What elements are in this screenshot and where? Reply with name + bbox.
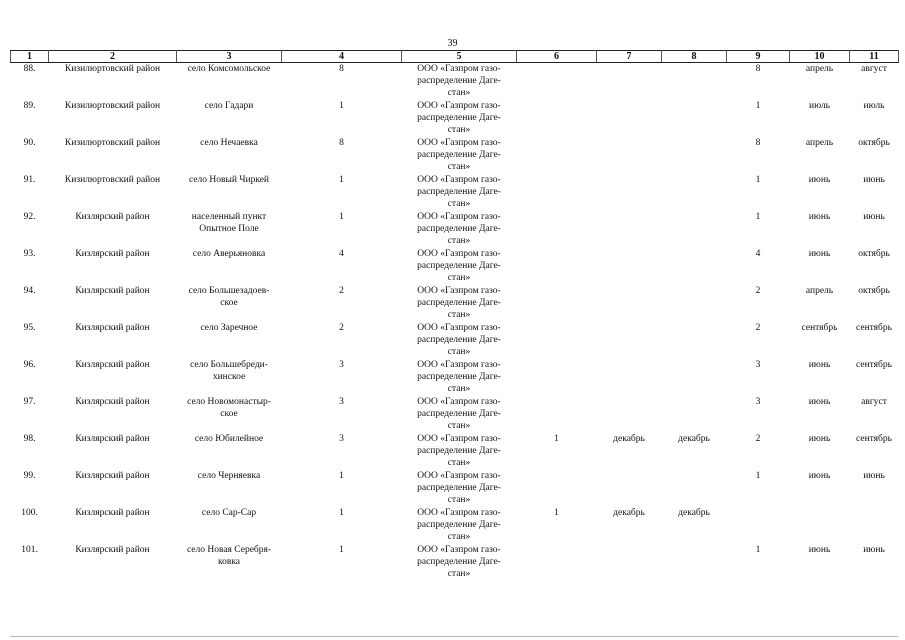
col6-value — [517, 211, 597, 248]
settlement-name: село Черняевка — [197, 470, 261, 481]
district-name: Кизлярский район — [75, 285, 150, 296]
end-month: август — [861, 396, 887, 407]
col9-value: 2 — [755, 285, 761, 296]
col9-value: 3 — [755, 359, 761, 370]
col8-value — [662, 211, 727, 248]
district-name: Кизлярский район — [75, 211, 150, 222]
col8-value — [662, 248, 727, 285]
table-row — [11, 211, 899, 248]
col7-value — [597, 322, 662, 359]
col6-value — [517, 322, 597, 359]
settlement-name: село Новый Чиркей — [188, 174, 270, 185]
start-month: июнь — [808, 248, 831, 259]
end-month: июль — [863, 100, 885, 111]
col6-value — [517, 248, 597, 285]
col4-value: 1 — [339, 100, 344, 111]
col8-value: декабрь — [678, 433, 710, 444]
district-name: Кизлярский район — [75, 470, 150, 481]
settlement-name: населенный пункт Опытное Поле — [191, 211, 267, 234]
district-name: Кизлярский район — [75, 359, 150, 370]
col4-value: 3 — [339, 396, 344, 407]
col4-value: 4 — [339, 248, 344, 259]
end-month: июнь — [863, 544, 885, 555]
table-row — [11, 285, 899, 322]
table-row — [11, 63, 899, 100]
col8-value — [662, 63, 727, 100]
row-number: 89. — [23, 100, 36, 111]
operator-name: ООО «Газпром газо- распределение Даге- стан» — [417, 211, 501, 246]
bottom-rule — [10, 636, 898, 637]
district-name: Кизилюртовский район — [64, 100, 161, 111]
col7-value — [597, 396, 662, 433]
table-row — [11, 100, 899, 137]
col9-value: 2 — [755, 322, 761, 333]
settlement-name: село Сар-Сар — [201, 507, 257, 518]
settlement-name: село Большезадоев- ское — [188, 285, 270, 308]
start-month: июнь — [808, 396, 831, 407]
row-number: 90. — [23, 137, 36, 148]
table-row — [11, 433, 899, 470]
column-header-2: 2 — [49, 51, 177, 63]
operator-name: ООО «Газпром газо- распределение Даге- стан» — [417, 100, 501, 135]
start-month: июнь — [808, 433, 831, 444]
col9-value: 1 — [755, 544, 761, 555]
operator-name: ООО «Газпром газо- распределение Даге- стан» — [417, 544, 501, 579]
col6-value — [517, 544, 597, 581]
col8-value — [662, 137, 727, 174]
col9-value — [727, 507, 790, 544]
col6-value — [517, 359, 597, 396]
col4-value: 8 — [339, 137, 344, 148]
col6-value — [517, 174, 597, 211]
row-number: 96. — [23, 359, 36, 370]
col8-value — [662, 359, 727, 396]
operator-name: ООО «Газпром газо- распределение Даге- стан» — [417, 470, 501, 505]
operator-name: ООО «Газпром газо- распределение Даге- стан» — [417, 64, 501, 98]
col6-value: 1 — [554, 507, 559, 518]
district-name: Кизилюртовский район — [64, 64, 161, 74]
col6-value — [517, 396, 597, 433]
end-month: июнь — [863, 470, 885, 481]
start-month: июнь — [808, 470, 831, 481]
end-month: август — [861, 64, 887, 74]
column-header-10: 10 — [790, 51, 850, 63]
col9-value: 8 — [755, 137, 761, 148]
col4-value: 1 — [339, 470, 344, 481]
settlement-name: село Большебреди- хинское — [190, 359, 268, 382]
table-row — [11, 137, 899, 174]
col6-value — [517, 100, 597, 137]
settlement-name: село Новомонастыр- ское — [187, 396, 271, 419]
end-month: июнь — [863, 174, 885, 185]
row-number: 101. — [21, 544, 38, 555]
table-row — [11, 544, 899, 581]
end-month: июнь — [863, 211, 885, 222]
col7-value — [597, 137, 662, 174]
column-header-9: 9 — [727, 51, 790, 63]
row-number: 88. — [23, 64, 36, 74]
operator-name: ООО «Газпром газо- распределение Даге- стан» — [417, 137, 501, 172]
col7-value: декабрь — [613, 433, 645, 444]
start-month: июнь — [808, 544, 831, 555]
start-month: сентябрь — [801, 322, 838, 333]
end-month: октябрь — [858, 137, 890, 148]
operator-name: ООО «Газпром газо- распределение Даге- стан» — [417, 248, 501, 283]
table-row — [11, 322, 899, 359]
operator-name: ООО «Газпром газо- распределение Даге- стан» — [417, 174, 501, 209]
table-row — [11, 248, 899, 285]
end-month: октябрь — [858, 248, 890, 259]
table-row — [11, 470, 899, 507]
col4-value: 1 — [339, 211, 344, 222]
column-header-5: 5 — [402, 51, 517, 63]
end-month — [850, 507, 899, 544]
col8-value — [662, 544, 727, 581]
start-month: апрель — [805, 137, 834, 148]
operator-name: ООО «Газпром газо- распределение Даге- стан» — [417, 433, 501, 468]
col4-value: 3 — [339, 359, 344, 370]
district-name: Кизилюртовский район — [64, 137, 161, 148]
operator-name: ООО «Газпром газо- распределение Даге- стан» — [417, 507, 501, 542]
end-month: сентябрь — [856, 359, 892, 370]
settlement-name: село Нечаевка — [200, 137, 258, 148]
col7-value — [597, 100, 662, 137]
district-name: Кизлярский район — [75, 248, 150, 259]
end-month: сентябрь — [856, 433, 892, 444]
settlement-name: село Аверьяновка — [192, 248, 266, 259]
register-table — [10, 50, 899, 581]
col6-value — [517, 137, 597, 174]
col6-value — [517, 285, 597, 322]
table-row — [11, 174, 899, 211]
row-number: 91. — [23, 174, 36, 185]
col4-value: 3 — [339, 433, 344, 444]
district-name: Кизлярский район — [75, 544, 150, 555]
col9-value: 1 — [755, 174, 761, 185]
col6-value — [517, 470, 597, 507]
column-header-7: 7 — [597, 51, 662, 63]
col9-value: 1 — [755, 100, 761, 111]
col4-value: 2 — [339, 285, 344, 296]
row-number: 92. — [23, 211, 36, 222]
row-number: 93. — [23, 248, 36, 259]
col7-value — [597, 285, 662, 322]
row-number: 100. — [21, 507, 38, 518]
table-body — [11, 63, 899, 581]
end-month: сентябрь — [856, 322, 892, 333]
col4-value: 1 — [339, 507, 344, 518]
start-month: июль — [808, 100, 831, 111]
col4-value: 8 — [339, 64, 344, 74]
col8-value — [662, 470, 727, 507]
col7-value: декабрь — [613, 507, 645, 518]
column-header-1: 1 — [11, 51, 49, 63]
start-month: июнь — [808, 211, 831, 222]
row-number: 98. — [23, 433, 36, 444]
col8-value — [662, 174, 727, 211]
settlement-name: село Новая Серебря- ковка — [186, 544, 272, 567]
col8-value: декабрь — [678, 507, 710, 518]
operator-name: ООО «Газпром газо- распределение Даге- стан» — [417, 285, 501, 320]
table-row — [11, 396, 899, 433]
start-month: июнь — [808, 359, 831, 370]
col9-value: 3 — [755, 396, 761, 407]
col8-value — [662, 396, 727, 433]
col7-value — [597, 359, 662, 396]
row-number: 97. — [23, 396, 36, 407]
start-month: апрель — [805, 64, 834, 74]
col9-value: 8 — [755, 64, 761, 74]
start-month — [790, 507, 850, 544]
col6-value: 1 — [554, 433, 559, 444]
settlement-name: село Заречное — [200, 322, 258, 333]
col7-value — [597, 211, 662, 248]
col8-value — [662, 285, 727, 322]
col7-value — [597, 248, 662, 285]
col7-value — [597, 544, 662, 581]
district-name: Кизлярский район — [75, 433, 150, 444]
operator-name: ООО «Газпром газо- распределение Даге- стан» — [417, 396, 501, 431]
col7-value — [597, 174, 662, 211]
column-header-6: 6 — [517, 51, 597, 63]
settlement-name: село Гадари — [204, 100, 254, 111]
col8-value — [662, 322, 727, 359]
row-number: 94. — [23, 285, 36, 296]
end-month: октябрь — [858, 285, 890, 296]
district-name: Кизилюртовский район — [64, 174, 161, 185]
col4-value: 1 — [339, 544, 344, 555]
start-month: апрель — [805, 285, 834, 296]
header-row — [11, 51, 899, 63]
table-row — [11, 507, 899, 544]
col4-value: 1 — [339, 174, 344, 185]
col9-value: 1 — [755, 470, 761, 481]
col6-value — [517, 63, 597, 100]
col9-value: 1 — [755, 211, 761, 222]
operator-name: ООО «Газпром газо- распределение Даге- стан» — [417, 322, 501, 357]
table-row — [11, 359, 899, 396]
settlement-name: село Комсомольское — [187, 64, 271, 74]
operator-name: ООО «Газпром газо- распределение Даге- стан» — [417, 359, 501, 394]
column-header-4: 4 — [282, 51, 402, 63]
district-name: Кизлярский район — [75, 396, 150, 407]
column-header-3: 3 — [177, 51, 282, 63]
page-number: 39 — [447, 38, 458, 49]
settlement-name: село Юбилейное — [194, 433, 264, 444]
col7-value — [597, 63, 662, 100]
row-number: 99. — [23, 470, 36, 481]
col9-value: 2 — [755, 433, 761, 444]
col8-value — [662, 100, 727, 137]
column-header-11: 11 — [850, 51, 899, 63]
row-number: 95. — [23, 322, 36, 333]
column-header-8: 8 — [662, 51, 727, 63]
district-name: Кизлярский район — [75, 507, 150, 518]
col9-value: 4 — [755, 248, 761, 259]
start-month: июнь — [808, 174, 831, 185]
district-name: Кизлярский район — [75, 322, 150, 333]
col4-value: 2 — [339, 322, 344, 333]
col7-value — [597, 470, 662, 507]
